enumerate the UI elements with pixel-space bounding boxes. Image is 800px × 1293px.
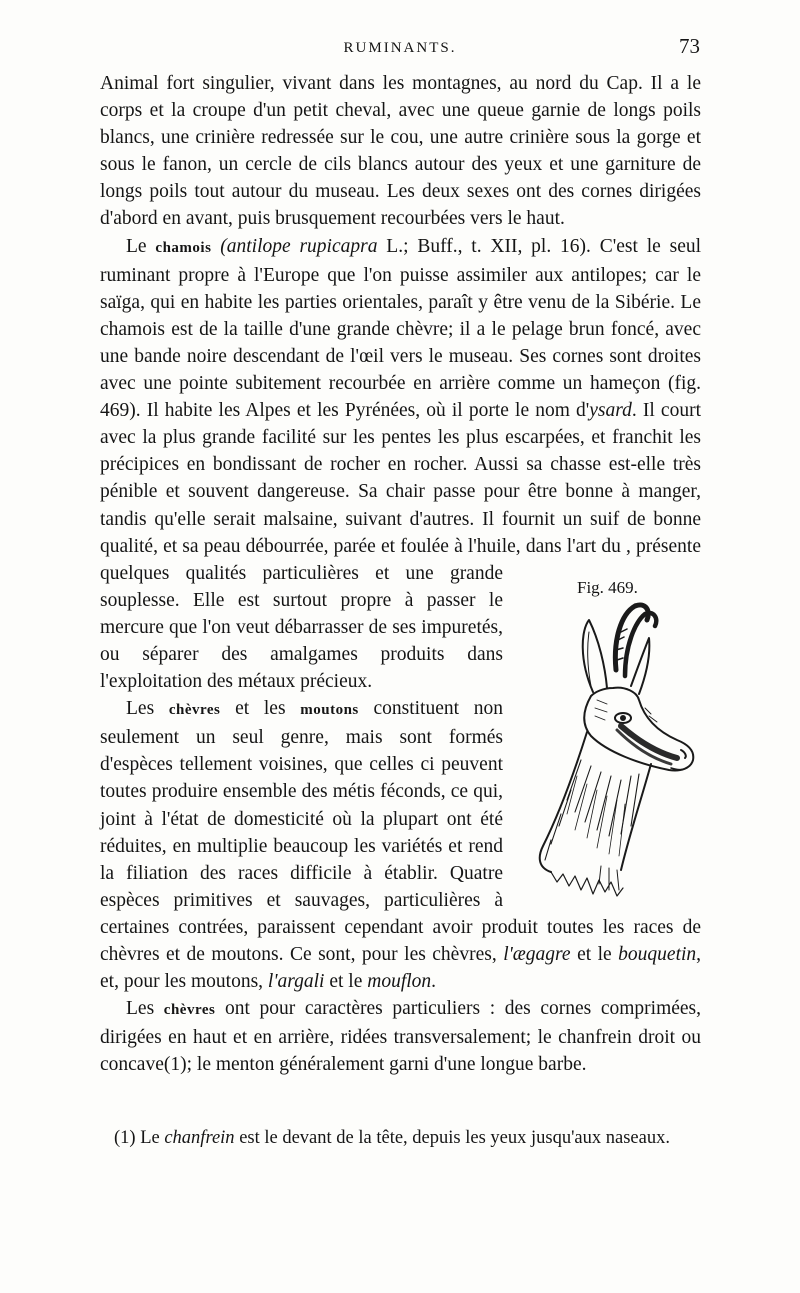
species-aegagre: l'ægagre — [503, 944, 571, 965]
figure-469 — [521, 564, 711, 906]
figure-caption: Fig. 469. — [577, 577, 638, 597]
species-mouflon: mouflon — [367, 971, 432, 993]
local-name: ysard — [589, 400, 632, 422]
species-argali: l'argali — [267, 971, 325, 993]
reference: L.; Buff., t. XII, pl. 16). — [386, 235, 591, 257]
running-title: RUMINANTS. — [343, 40, 457, 56]
paragraph-chamois — [100, 233, 701, 696]
page-header — [100, 34, 700, 64]
page-number: 73 — [679, 34, 700, 58]
term-chevres: chèvres — [168, 702, 221, 719]
footnote-term: chanfrein — [164, 1128, 235, 1148]
term-chamois: chamois — [155, 239, 212, 256]
text-run: et le — [329, 971, 363, 993]
species-bouquetin: bouquetin — [618, 944, 697, 965]
text-run: . Il court avec la plus grande facilité sur les pentes les plus escarpées, et franchit les précipices en bondissant de rocher en rocher. Aussi sa chasse est-elle très pénible et souvent dangereuse. Sa chair passe pour être bonne à manger, tandis qu'elle serait malsaine, suivant d'autres. Il fournit un suif de bonne qualité, et sa peau débourrée, parée et foulée à l'huile, dans l'art du — [100, 400, 701, 557]
text-run: , et, pour les moutons, — [100, 944, 702, 993]
footnote-marker: (1) Le — [114, 1128, 160, 1148]
latin-name: (antilope rupicapra — [220, 235, 378, 257]
paragraph-antelope — [100, 70, 701, 233]
chamois-head-illustration — [521, 600, 711, 906]
body-text — [100, 70, 701, 1078]
term-chevres-2: chèvres — [163, 1002, 216, 1019]
text-run: Les — [126, 698, 155, 720]
text-run: et les — [235, 698, 286, 720]
text-run: d' — [576, 400, 590, 422]
paragraph-goats — [100, 995, 701, 1078]
footnote-text: est le devant de la tête, depuis les yeux jusqu'aux naseaux. — [239, 1128, 670, 1148]
text-run: constituent non seulement un seul genre, mais sont formés d'espèces tellement voisines, que celles ci peuvent toutes produire ensemble des métis féconds, ce qui, joint à l'état de domesticité où la plupart ont été réduites, en multiplie beaucoup les variétés et rend la filiation des races difficile à établir. Quatre espèces primitives et sauvages, particulières à certaines contrées, paraissent cependant avoir produit toutes les races de chèvres et de moutons. Ce sont, pour les chèvres, — [100, 698, 701, 965]
text-run: ont pour caractères particuliers : des cornes comprimées, dirigées en haut et en arrière, ridées transversalement; le chanfrein droit ou concave(1); le menton généralement garni d'une longue barbe. — [100, 998, 702, 1076]
text-run: Le — [126, 235, 147, 257]
term-moutons: moutons — [300, 702, 359, 719]
text-run: , présente quelques qualités particulières et une grande souplesse. Elle est surtout propre à passer le mercure que l'on veut débarrasser de ses impuretés, ou séparer des amalgames produits dans l'exploitation des métaux précieux. — [100, 535, 702, 693]
paragraph-text: Animal fort singulier, vivant dans les montagnes, au nord du Cap. Il a le corps et la croupe d'un petit cheval, avec une queue garnie de longs poils blancs, une crinière redressée sur le cou, une autre crinière sous la gorge et sous le fanon, un cercle de cils blancs autour des yeux et une garniture de longs poils tout autour du museau. Les deux sexes ont des cornes dirigées d'abord en avant, puis brusquement recourbées vers le haut. — [100, 73, 701, 230]
text-run: . — [431, 971, 437, 993]
footnote — [114, 1126, 714, 1150]
text-run: et le — [577, 944, 612, 965]
text-run: C'est le seul ruminant propre à l'Europe que l'on puisse assimiler aux antilopes; car le saïga, qui en habite les parties orientales, paraît y être venu de la Sibérie. Le chamois est de la taille d'une grande chèvre; il a le pelage brun foncé, avec une bande noire descendant de l'œil vers le museau. Ses cornes sont droites avec une pointe subitement recourbée en arrière comme un hameçon (fig. 469). Il habite les Alpes et les Pyrénées, où il porte le nom — [100, 235, 702, 422]
text-run: Les — [126, 998, 155, 1020]
